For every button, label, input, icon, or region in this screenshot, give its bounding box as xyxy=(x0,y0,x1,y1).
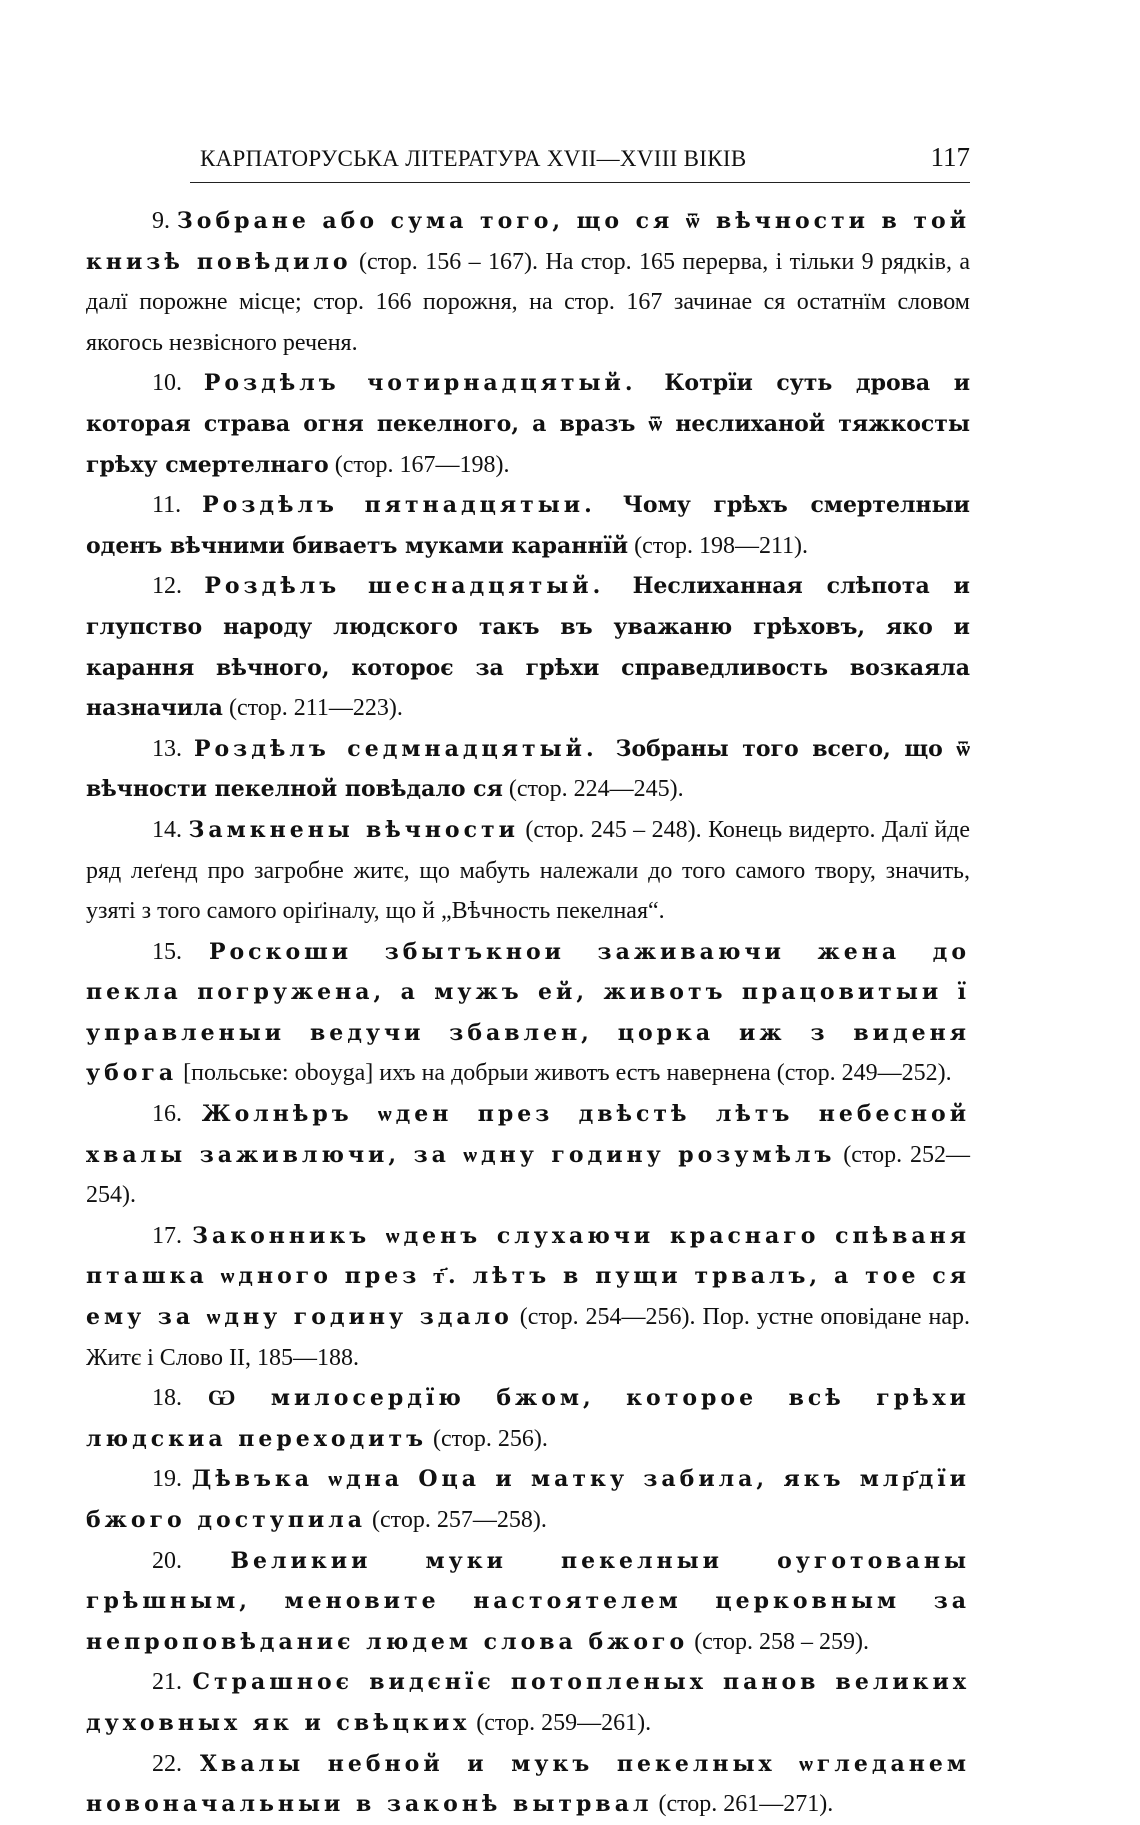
entry-number: 11. xyxy=(152,492,182,519)
entry-number: 15. xyxy=(152,938,182,965)
entry-number: 18. xyxy=(152,1385,182,1412)
entry-number: 19. xyxy=(152,1466,182,1493)
entry-20 xyxy=(86,1541,970,1663)
entry-text: (стор. 256). xyxy=(433,1425,548,1452)
entry-number: 21. xyxy=(152,1669,182,1696)
entry-title: Законникъ ѡденъ слухаючи краснаго спѣваня пташка ѡдного през т҃. лѣтъ в пущи трвалъ, а тое ся ему за ѡдну годину здало xyxy=(86,1222,971,1331)
entry-title: Великии муки пекелныи оуготованы грѣшным, меновите настоятелем церковным за непроповѣданиє людем слова бжого xyxy=(86,1547,970,1655)
entry-21 xyxy=(86,1662,970,1743)
entry-title: Замкнены вѣчности xyxy=(188,816,519,843)
entry-10 xyxy=(86,363,970,485)
entry-title: Зобране або сума того, що ся ѿ вѣчности в той книзѣ повѣдило xyxy=(86,208,971,275)
entry-title: Ѡ милосердїю бжом, которое всѣ грѣхи людскиa переходитъ xyxy=(86,1385,970,1452)
entry-title: Роскоши збытъкнои заживаючи жена до пекла погружена, а мужъ ей, животъ працовитыи ї управленыи ведучи збавлен, цорка иж з виденя убога xyxy=(86,938,971,1087)
entry-17 xyxy=(86,1216,970,1378)
entry-19 xyxy=(86,1459,970,1540)
page-body xyxy=(86,201,970,1825)
entry-15 xyxy=(86,932,970,1094)
entry-title: Дѣвъка ѡдна Оца и матку забила, якъ млр҃дїи бжого доступила xyxy=(86,1466,971,1533)
page-header xyxy=(190,138,970,183)
entry-9 xyxy=(86,201,970,363)
entry-number: 17. xyxy=(152,1222,182,1249)
entry-14 xyxy=(86,810,970,932)
entry-text: (стор. 258 – 259). xyxy=(694,1628,869,1655)
entry-16 xyxy=(86,1094,970,1216)
entry-text: [польське: oboyga] ихъ на добрыи животъ естъ наверненa (стор. 249—252). xyxy=(183,1060,952,1087)
entry-text: (стор. 224—245). xyxy=(508,776,684,803)
entry-text: (стор. 198—211). xyxy=(634,532,809,559)
entry-number: 12. xyxy=(152,573,182,600)
entry-title: Роздѣлъ седмнадцятый. xyxy=(193,735,598,762)
entry-text: (стор. 245 – 248). Конець видерто. Далї йде ряд леґенд про загробне житє, що мабуть належали до того самого твору, значить, узяті з того самого оріґіналу, що й „Вѣчность пекелная“. xyxy=(86,816,971,925)
entry-title: Жолнѣръ ѡден през двѣстѣ лѣтъ небесной хвалы заживлючи, за ѡдну годину розумѣлъ xyxy=(86,1101,971,1168)
entry-title: Роздѣлъ шеснадцятый. xyxy=(204,573,605,600)
entry-number: 9. xyxy=(152,208,170,234)
entry-quote: Зобраны того всего, що ѿ вѣчности пекелной повѣдало ся xyxy=(86,735,971,803)
entry-text: (стор. 259—261). xyxy=(476,1709,652,1736)
entry-quote: Чому грѣхъ смертелныи оденъ вѣчними биваетъ муками караннїй xyxy=(86,492,970,559)
entry-22 xyxy=(86,1744,970,1825)
entry-13 xyxy=(86,729,970,810)
entry-text: (стор. 156 – 167). На стор. 165 перерва, і тільки 9 рядків, а далї порожне місце; стор. 166 порожня, на стор. 167 зачинае ся остатнїм словом якогось незвісного реченя. xyxy=(86,248,970,356)
entry-number: 10. xyxy=(152,370,182,397)
entry-number: 13. xyxy=(152,735,182,762)
entry-number: 16. xyxy=(152,1101,182,1128)
entry-title: Хвалы небной и мукъ пекелных ѡгледанем новоначальныи в законѣ вытрвал xyxy=(86,1750,970,1818)
entry-text: (стор. 211—223). xyxy=(228,695,403,722)
entry-12 xyxy=(86,566,970,728)
entry-quote: Котрїи суть дрова и которая страва огня пекелного, а вразъ ѿ неслиханой тяжкосты грѣху смертелнаго xyxy=(86,370,971,478)
entry-number: 22. xyxy=(152,1750,182,1777)
entry-text: (стор. 257—258). xyxy=(372,1507,547,1533)
entry-number: 20. xyxy=(152,1547,182,1574)
running-head: КАРПАТОРУСЬКА ЛІТЕРАТУРА XVII—XVIII ВІКІВ xyxy=(200,146,747,171)
entry-11 xyxy=(86,485,970,566)
entry-text: (стор. 254—256). Пор. устне оповідане нар. Житє і Слово II, 185—188. xyxy=(86,1304,971,1371)
entry-quote: Неслиханная слѣпота и глупство народу людского такъ въ уважаню грѣховъ, яко и карання вѣчного, котороє за грѣхи справедливость возкаяла назначила xyxy=(86,573,970,722)
entry-title: Роздѣлъ чотирнадцятый. xyxy=(203,370,637,397)
entry-18 xyxy=(86,1378,970,1459)
page-number: 117 xyxy=(930,142,970,172)
entry-title: Роздѣлъ пятнадцятыи. xyxy=(202,492,596,519)
entry-text: (стор. 261—271). xyxy=(658,1791,834,1818)
entry-text: (стор. 252—254). xyxy=(86,1141,970,1209)
entry-text: (стор. 167—198). xyxy=(334,451,510,478)
entry-number: 14. xyxy=(152,816,182,843)
entry-title: Страшноє видєнїє потопленых панов великих духовных як и свѣцких xyxy=(86,1669,970,1736)
